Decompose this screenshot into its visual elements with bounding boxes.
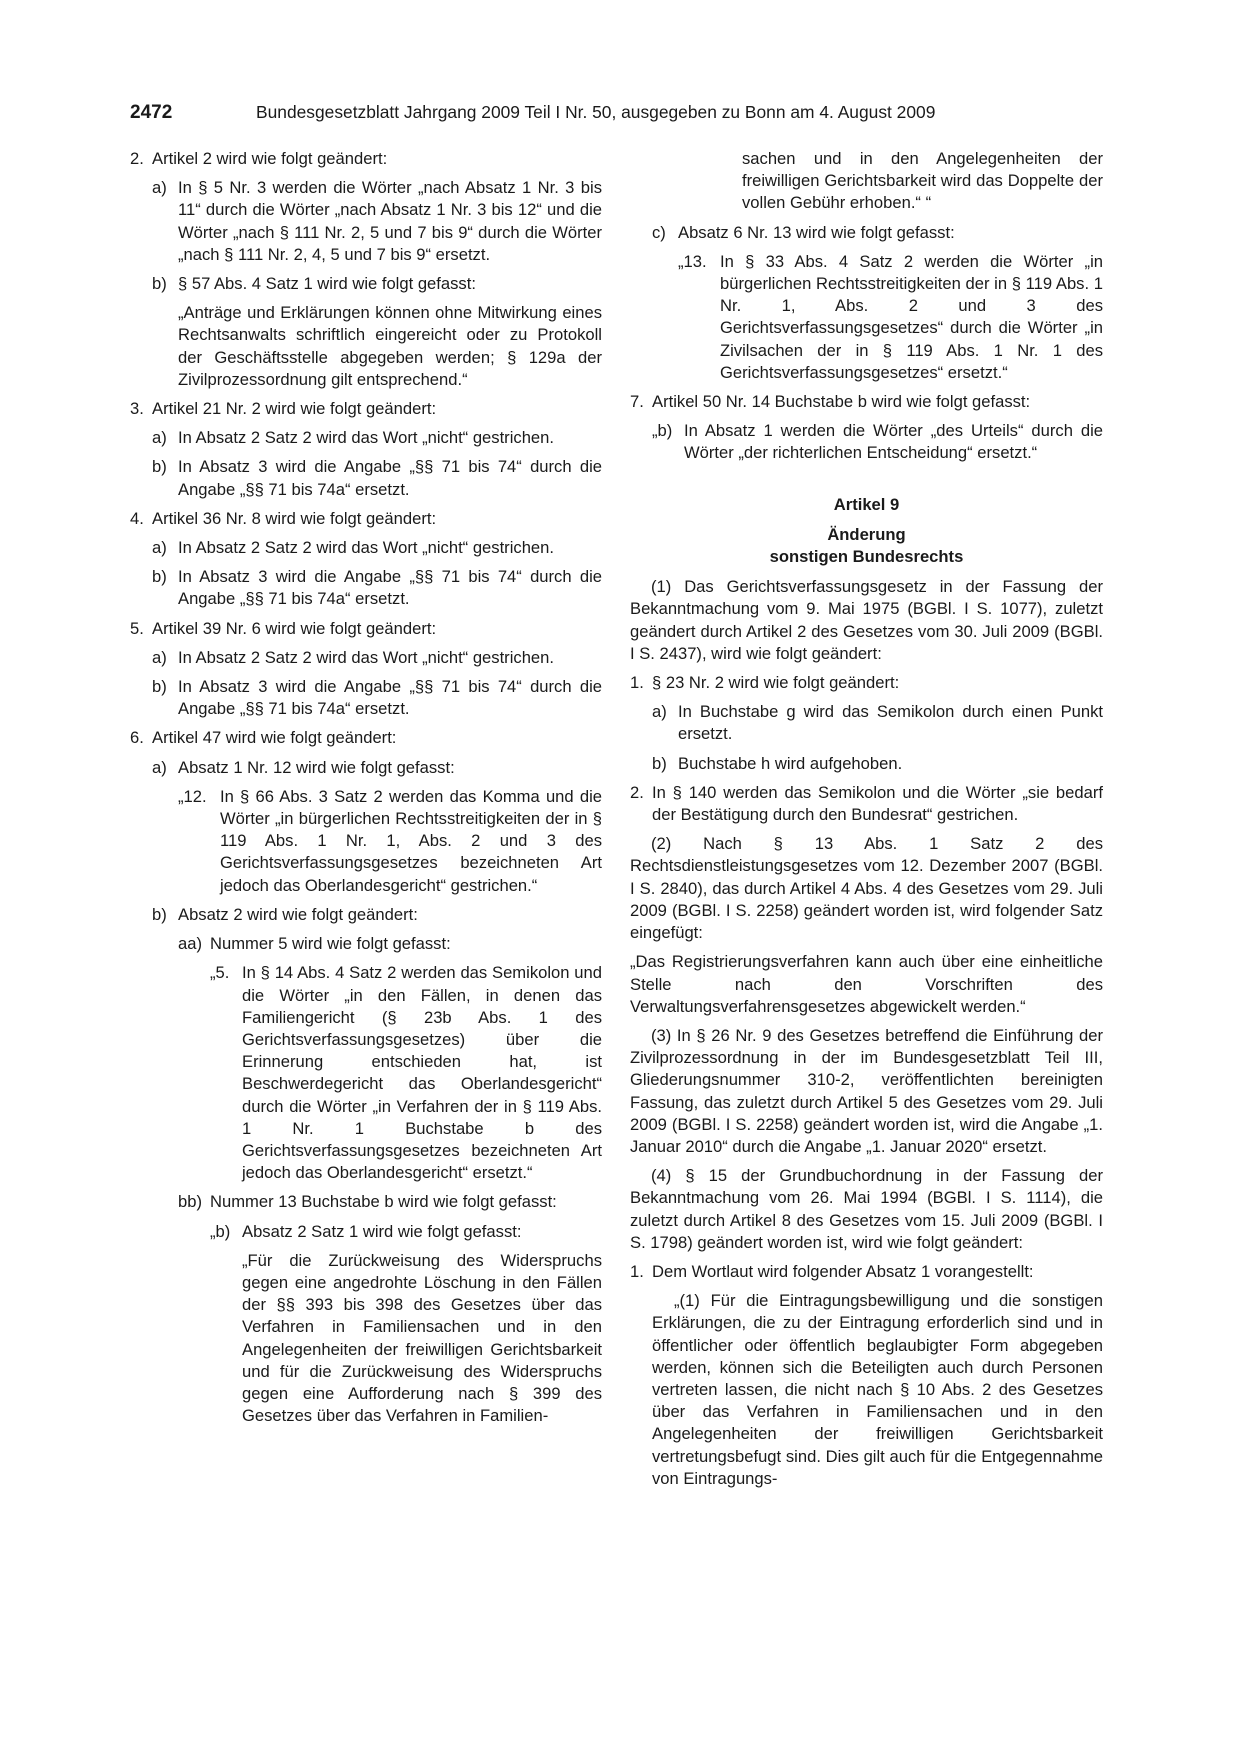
item-label: 2. — [630, 782, 644, 802]
list-item — [178, 1191, 602, 1213]
item-label: 4. — [130, 508, 144, 528]
list-item — [130, 727, 602, 749]
item-label: b) — [152, 904, 167, 924]
item-text: Nummer 13 Buchstabe b wird wie folgt gefasst: — [210, 1192, 557, 1212]
item-text: Artikel 36 Nr. 8 wird wie folgt geändert: — [152, 508, 437, 528]
item-label: „13. — [678, 251, 707, 271]
item-text: Absatz 2 Satz 1 wird wie folgt gefasst: — [242, 1221, 522, 1241]
list-item — [130, 618, 602, 640]
item-text: In Absatz 1 werden die Wörter „des Urteils“ durch die Wörter „der richterlichen Entscheidung“ ersetzt.“ — [684, 421, 1103, 463]
quoted-text: „Anträge und Erklärungen können ohne Mitwirkung eines Rechtsanwalts schriftlich eingereicht oder zu Protokoll der Geschäftsstelle abgegeben werden; § 129a der Zivilprozessordnung gilt entsprechend.“ — [178, 303, 602, 389]
item-text: In Absatz 3 wird die Angabe „§§ 71 bis 74“ durch die Angabe „§§ 71 bis 74a“ ersetzt. — [178, 457, 602, 499]
list-item — [152, 456, 602, 500]
item-text: In § 66 Abs. 3 Satz 2 werden das Komma und die Wörter „in bürgerlichen Rechtsstreitigkeiten der in § 119 Abs. 1 Nr. 1, Abs. 2 und 3 des Gerichtsverfassungsgesetzes bezeichneten Art jedoch das Oberlandesgericht“ gestrichen.“ — [220, 786, 602, 895]
header-title: Bundesgesetzblatt Jahrgang 2009 Teil I Nr. 50, ausgegeben zu Bonn am 4. August 2009 — [256, 102, 936, 122]
item-label: 6. — [130, 728, 144, 748]
item-label: b) — [152, 274, 167, 294]
list-item — [130, 148, 602, 170]
list-item — [652, 753, 1103, 775]
quoted-text: „Für die Zurückweisung des Widerspruchs gegen eine angedrohte Löschung in den Fällen der §§ 393 bis 398 des Gesetzes über das Verfahren in Familiensachen und in den Angelegenheiten der freiwilligen Gerichtsbarkeit und für die Zurückweisung des Widerspruchs gegen eine Aufforderung nach § 399 des Gesetzes über das Verfahren in Familien- — [242, 1250, 602, 1426]
item-label: 1. — [630, 673, 644, 693]
quoted-text: „(1) Für die Eintragungsbewilligung und die sonstigen Erklärungen, die zu der Eintragung erforderlich sind und in öffentlicher oder öffentlich beglaubigter Form abgegeben werden, können sich die Beteiligten auch durch Personen vertreten lassen, die nicht nach § 10 Abs. 2 des Gesetzes über das Verfahren in Familiensachen und in den Angelegenheiten der freiwilligen Gerichtsbarkeit vertretungsbefugt sind. Dies gilt auch für die Entgegennahme von Eintragungs- — [652, 1291, 1103, 1488]
item-label: a) — [152, 647, 167, 667]
item-text: Artikel 21 Nr. 2 wird wie folgt geändert: — [152, 399, 437, 419]
item-label: a) — [152, 178, 167, 198]
item-text: Nummer 5 wird wie folgt gefasst: — [210, 934, 451, 954]
item-label: aa) — [178, 934, 202, 954]
item-text: In Absatz 3 wird die Angabe „§§ 71 bis 74“ durch die Angabe „§§ 71 bis 74a“ ersetzt. — [178, 567, 602, 609]
page-number: 2472 — [130, 102, 173, 123]
item-label: 7. — [630, 392, 644, 412]
item-text: In Absatz 2 Satz 2 wird das Wort „nicht“ gestrichen. — [178, 428, 554, 448]
list-item — [130, 398, 602, 420]
item-text: Buchstabe h wird aufgehoben. — [678, 753, 903, 773]
item-text: Artikel 39 Nr. 6 wird wie folgt geändert: — [152, 618, 437, 638]
item-text: Artikel 2 wird wie folgt geändert: — [152, 149, 388, 168]
list-item — [152, 904, 602, 926]
list-item — [630, 391, 1103, 413]
item-label: „b) — [210, 1221, 231, 1241]
item-text: In § 33 Abs. 4 Satz 2 werden die Wörter „in bürgerlichen Rechtsstreitigkeiten der in § 119 Abs. 1 Nr. 1, Abs. 2 und 3 des Gerichtsverfassungsgesetzes“ durch die Wörter „in Zivilsachen der in § 119 Abs. 1 Nr. 1 des Gerichtsverfassungsgesetzes“ ersetzt.“ — [720, 251, 1103, 382]
item-label: 2. — [130, 149, 144, 168]
item-text: Absatz 1 Nr. 12 wird wie folgt gefasst: — [178, 757, 455, 777]
list-item — [652, 222, 1103, 244]
item-label: 3. — [130, 399, 144, 419]
paragraph-3: (3) In § 26 Nr. 9 des Gesetzes betreffend die Einführung der Zivilprozessordnung in der im Bundesgesetzblatt Teil III, Gliederungsnummer 310-2, veröffentlichten bereinigten Fassung, das zuletzt durch Artikel 5 des Gesetzes vom 29. Juli 2009 (BGBl. I S. 2258) geändert worden ist, wird die Angabe „1. Januar 2010“ durch die Angabe „1. Januar 2020“ ersetzt. — [630, 1025, 1103, 1156]
article-number: Artikel 9 — [833, 494, 900, 514]
list-item — [152, 757, 602, 779]
item-text: Artikel 50 Nr. 14 Buchstabe b wird wie folgt gefasst: — [652, 392, 1031, 412]
item-text: In Buchstabe g wird das Semikolon durch einen Punkt ersetzt. — [678, 702, 1103, 744]
item-text: In § 5 Nr. 3 werden die Wörter „nach Absatz 1 Nr. 3 bis 11“ durch die Wörter „nach Absatz 1 Nr. 3 bis 12“ und die Wörter „nach § 111 Nr. 2, 5 und 7 bis 9“ durch die Wörter „nach § 111 Nr. 2, 4, 5 und 7 bis 9“ ersetzt. — [178, 178, 602, 264]
list-item — [630, 1261, 1103, 1283]
item-label: a) — [652, 702, 667, 722]
list-item — [152, 273, 602, 295]
item-label: b) — [652, 753, 667, 773]
item-text: In Absatz 2 Satz 2 wird das Wort „nicht“ gestrichen. — [178, 538, 554, 558]
list-item — [152, 177, 602, 266]
page-header — [130, 88, 1111, 123]
item-text: § 57 Abs. 4 Satz 1 wird wie folgt gefasst: — [178, 274, 476, 294]
item-text: Absatz 2 wird wie folgt geändert: — [178, 904, 418, 924]
item-text: § 23 Nr. 2 wird wie folgt geändert: — [652, 673, 900, 693]
paragraph-1: (1) Das Gerichtsverfassungsgesetz in der Fassung der Bekanntmachung vom 9. Mai 1975 (BGBl. I S. 1077), zuletzt geändert durch Artikel 2 des Gesetzes vom 30. Juli 2009 (BGBl. I S. 2437), wird wie folgt geändert: — [630, 577, 1103, 663]
right-column — [630, 148, 1103, 1497]
list-item — [130, 508, 602, 530]
list-item — [678, 251, 1103, 384]
paragraph-4: (4) § 15 der Grundbuchordnung in der Fassung der Bekanntmachung vom 26. Mai 1994 (BGBl. I S. 1114), die zuletzt durch Artikel 8 des Gesetzes vom 15. Juli 2009 (BGBl. I S. 1798) geändert worden ist, wird wie folgt geändert: — [630, 1166, 1103, 1252]
list-item — [152, 427, 602, 449]
list-item — [152, 647, 602, 669]
item-text: In § 140 werden das Semikolon und die Wörter „sie bedarf der Bestätigung durch den Bundesrat“ gestrichen. — [652, 782, 1103, 825]
quoted-text: „Das Registrierungsverfahren kann auch über eine einheitliche Stelle nach den Vorschriften des Verwaltungsverfahrensgesetzes abgewickelt werden.“ — [630, 952, 1103, 1016]
list-item — [652, 420, 1103, 464]
list-item — [630, 782, 1103, 826]
item-label: „5. — [210, 963, 230, 983]
item-label: 5. — [130, 618, 144, 638]
list-item — [152, 676, 602, 720]
list-item — [210, 962, 602, 1184]
item-text: In Absatz 3 wird die Angabe „§§ 71 bis 74“ durch die Angabe „§§ 71 bis 74a“ ersetzt. — [178, 677, 602, 719]
item-text: Dem Wortlaut wird folgender Absatz 1 vorangestellt: — [652, 1261, 1034, 1281]
item-label: 1. — [630, 1261, 644, 1281]
item-text: In § 14 Abs. 4 Satz 2 werden das Semikolon und die Wörter „in den Fällen, in denen das Familiengericht (§ 23b Abs. 1 des Gerichtsverfassungsgesetzes) über die Erinnerung entschieden hat, ist Beschwerdegericht das Oberlandesgericht“ durch die Wörter „in Verfahren der in § 119 Abs. 1 Nr. 1 Buchstabe b des Gerichtsverfassungsgesetzes bezeichneten Art jedoch das Oberlandesgericht“ ersetzt.“ — [242, 963, 602, 1183]
list-item — [210, 1221, 602, 1243]
item-label: a) — [152, 538, 167, 558]
item-label: b) — [152, 567, 167, 587]
item-label: bb) — [178, 1192, 202, 1212]
item-label: b) — [152, 677, 167, 697]
continuation-text: sachen und in den Angelegenheiten der freiwilligen Gerichtsbarkeit wird das Doppelte der vollen Gebühr erhoben.“ “ — [742, 149, 1103, 213]
left-column — [130, 148, 602, 1434]
paragraph-2: (2) Nach § 13 Abs. 1 Satz 2 des Rechtsdienstleistungsgesetzes vom 12. Dezember 2007 (BGBl. I S. 2840), das durch Artikel 4 Abs. 4 des Gesetzes vom 29. Juli 2009 (BGBl. I S. 2258) geändert worden ist, wird folgender Satz eingefügt: — [630, 834, 1103, 943]
item-label: a) — [152, 757, 167, 777]
item-text: Artikel 47 wird wie folgt geändert: — [152, 728, 397, 748]
item-text: In Absatz 2 Satz 2 wird das Wort „nicht“ gestrichen. — [178, 647, 554, 667]
item-label: c) — [652, 222, 666, 242]
list-item — [152, 537, 602, 559]
item-label: „b) — [652, 421, 673, 441]
item-label: b) — [152, 457, 167, 477]
article-title-line2: sonstigen Bundesrechts — [769, 547, 964, 567]
list-item — [630, 672, 1103, 694]
item-label: a) — [152, 428, 167, 448]
article-title-line1: Änderung — [827, 524, 906, 544]
list-item — [652, 701, 1103, 745]
list-item — [178, 786, 602, 897]
list-item — [178, 933, 602, 955]
list-item — [152, 566, 602, 610]
item-label: „12. — [178, 786, 207, 806]
item-text: Absatz 6 Nr. 13 wird wie folgt gefasst: — [678, 222, 955, 242]
